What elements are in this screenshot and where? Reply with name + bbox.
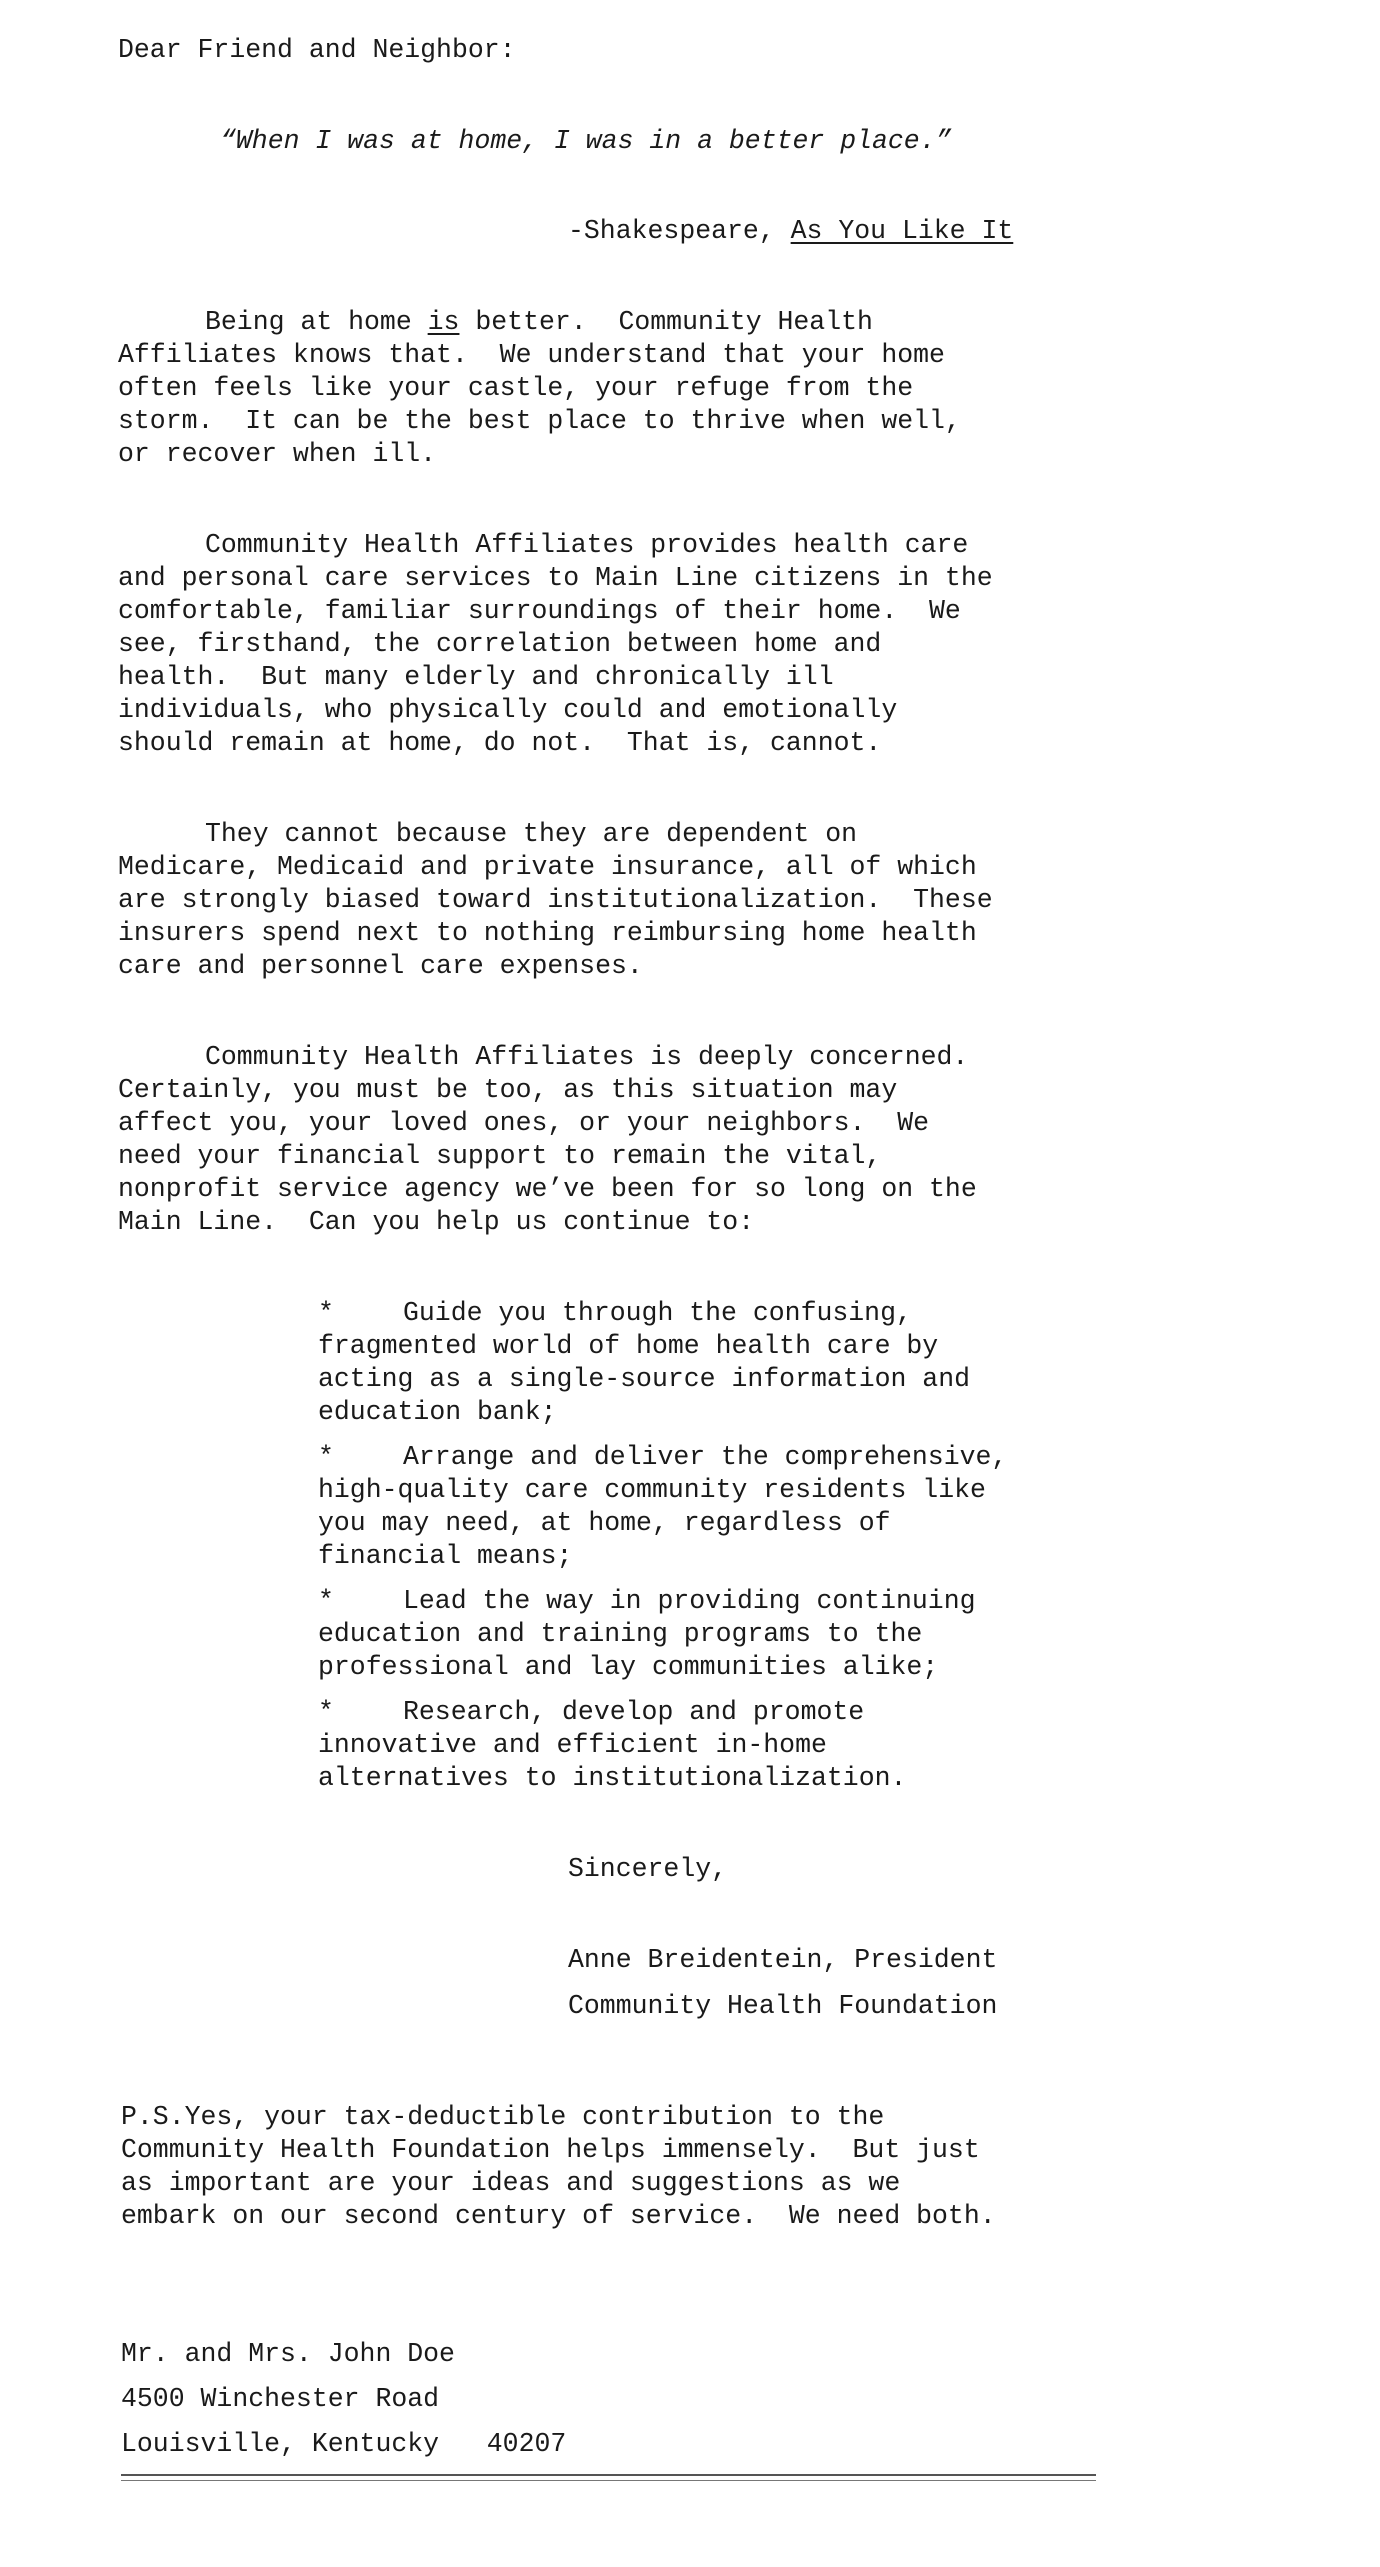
signer-organization: Community Health Foundation — [568, 1991, 998, 2021]
bullet-line: financial means; — [318, 1541, 573, 1571]
closing: Sincerely, — [568, 1854, 728, 1884]
paragraph-line: are strongly biased toward institutionalization. These — [118, 885, 993, 915]
paragraph-line: Medicare, Medicaid and private insurance, all of which — [118, 852, 977, 882]
address-spacer — [439, 2429, 487, 2459]
paragraph-line: nonprofit service agency we’ve been for so long on the — [118, 1174, 977, 1204]
bullet-line: you may need, at home, regardless of — [318, 1508, 891, 1538]
attribution-work-title: As You Like It — [790, 216, 1014, 246]
text-run: better. Community Health — [459, 307, 873, 337]
epigraph-quote: “When I was at home, I was in a better place.” — [220, 126, 952, 156]
bullet-line: Arrange and deliver the comprehensive, — [403, 1442, 1008, 1472]
bullet-line: acting as a single-source information and — [318, 1364, 971, 1394]
signer-name-title: Anne Breidentein, President — [568, 1945, 998, 1975]
bullet-line: professional and lay communities alike; — [318, 1652, 939, 1682]
address-street: 4500 Winchester Road — [121, 2384, 440, 2414]
bottom-rule-secondary — [121, 2480, 1096, 2481]
paragraph-line — [205, 309, 873, 336]
paragraph-line: need your financial support to remain the vital, — [118, 1141, 882, 1171]
text-run: Being at home — [205, 307, 428, 337]
address-name: Mr. and Mrs. John Doe — [121, 2339, 455, 2369]
emphasis-word: is — [427, 307, 460, 337]
paragraph-line: should remain at home, do not. That is, cannot. — [118, 728, 882, 758]
paragraph-line: Community Health Affiliates provides health care — [205, 530, 969, 560]
address-city-state: Louisville, Kentucky — [121, 2429, 440, 2459]
paragraph-line: see, firsthand, the correlation between home and — [118, 629, 882, 659]
paragraph-line: Main Line. Can you help us continue to: — [118, 1207, 755, 1237]
paragraph-line: Certainly, you must be too, as this situation may — [118, 1075, 898, 1105]
paragraph-line: storm. It can be the best place to thrive when well, — [118, 406, 961, 436]
paragraph-line: comfortable, familiar surroundings of their home. We — [118, 596, 961, 626]
postscript-line: embark on our second century of service. We need both. — [121, 2201, 996, 2231]
address-zip: 40207 — [486, 2429, 567, 2459]
salutation: Dear Friend and Neighbor: — [118, 35, 516, 65]
paragraph-line: often feels like your castle, your refuge from the — [118, 373, 914, 403]
paragraph-line: They cannot because they are dependent on — [205, 819, 858, 849]
bullet-line: education bank; — [318, 1397, 557, 1427]
paragraph-line: Affiliates knows that. We understand that your home — [118, 340, 945, 370]
postscript-line: Community Health Foundation helps immensely. But just — [121, 2135, 980, 2165]
bullet-marker: * — [318, 1697, 334, 1727]
bullet-marker: * — [318, 1442, 334, 1472]
paragraph-line: or recover when ill. — [118, 439, 437, 469]
postscript-line: as important are your ideas and suggestions as we — [121, 2168, 901, 2198]
paragraph-line: Community Health Affiliates is deeply concerned. — [205, 1042, 969, 1072]
bullet-line: Lead the way in providing continuing — [403, 1586, 976, 1616]
bullet-marker: * — [318, 1298, 334, 1328]
paragraph-line: care and personnel care expenses. — [118, 951, 643, 981]
bullet-line: high-quality care community residents like — [318, 1475, 986, 1505]
address-city-line — [121, 2431, 566, 2458]
bullet-marker: * — [318, 1586, 334, 1616]
bullet-line: education and training programs to the — [318, 1619, 923, 1649]
paragraph-line: affect you, your loved ones, or your neighbors. We — [118, 1108, 930, 1138]
bottom-rule — [121, 2474, 1096, 2476]
bullet-line: innovative and efficient in-home — [318, 1730, 827, 1760]
bullet-line: Guide you through the confusing, — [403, 1298, 912, 1328]
bullet-line: Research, develop and promote — [403, 1697, 865, 1727]
paragraph-line: individuals, who physically could and emotionally — [118, 695, 898, 725]
paragraph-line: and personal care services to Main Line citizens in the — [118, 563, 993, 593]
bullet-line: fragmented world of home health care by — [318, 1331, 939, 1361]
attribution-author: -Shakespeare, — [568, 216, 791, 246]
epigraph-attribution — [568, 218, 1013, 245]
bullet-line: alternatives to institutionalization. — [318, 1763, 907, 1793]
postscript-line: P.S.Yes, your tax-deductible contribution to the — [121, 2102, 885, 2132]
paragraph-line: health. But many elderly and chronically ill — [118, 662, 834, 692]
paragraph-line: insurers spend next to nothing reimbursing home health — [118, 918, 977, 948]
